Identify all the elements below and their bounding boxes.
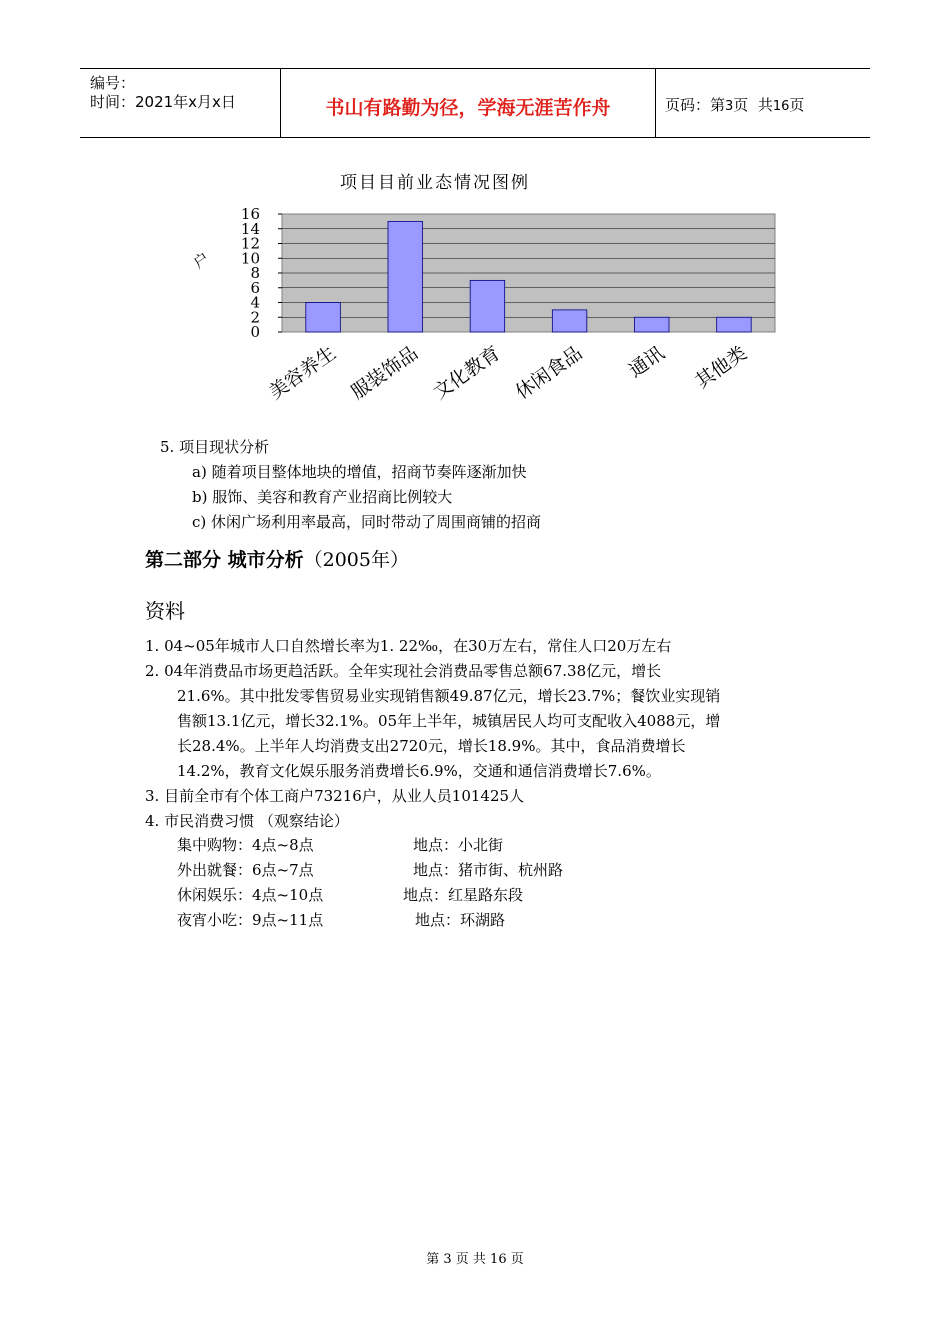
list-item-3: 3. 目前全市有个体工商户73216户，从业人员101425人 (145, 787, 525, 805)
bar (388, 221, 423, 332)
chart-title: 项目目前业态情况图例 (340, 173, 530, 193)
bar (717, 317, 752, 332)
page-number: 3 (725, 99, 734, 114)
page-footer: 第 3 页 共 16 页 (426, 1252, 524, 1267)
y-tick-label: 6 (250, 278, 260, 297)
habit-place: 地点：红星路东段 (403, 886, 524, 904)
section-5-title: 5. 项目现状分析 (160, 438, 270, 456)
bar (634, 317, 669, 332)
motto: 书山有路勤为径，学海无涯苦作舟 (325, 97, 611, 119)
material-heading: 资料 (145, 599, 185, 623)
x-tick-label: 美容养生 (265, 342, 340, 404)
header-page-cell (655, 69, 870, 137)
x-tick-label: 休闲食品 (511, 342, 587, 404)
x-tick-label: 服装饰品 (347, 342, 423, 404)
page-indicator (665, 94, 804, 115)
x-tick-label: 文化教育 (429, 342, 505, 404)
page-header (80, 68, 870, 138)
code-label: 编号： (90, 74, 136, 92)
part-2-year: （2005年） (303, 549, 409, 571)
habit-time: 集中购物：4点~8点 (177, 836, 314, 854)
habit-time: 外出就餐：6点~7点 (177, 861, 314, 879)
y-axis-label: 户 (189, 248, 213, 273)
y-tick-label: 10 (240, 249, 260, 268)
list-item-2-line-5: 14.2%，教育文化娱乐服务消费增长6.9%，交通和通信消费增长7.6%。 (177, 762, 661, 780)
list-item-2-line-4: 长28.4%。上半年人均消费支出2720元，增长18.9%。其中，食品消费增长 (177, 737, 686, 755)
y-tick-label: 4 (250, 293, 260, 312)
header-motto-cell (280, 69, 656, 137)
y-tick-label: 14 (240, 219, 260, 238)
bar (552, 310, 587, 332)
list-item-2-line-1: 2. 04年消费品市场更趋活跃。全年实现社会消费品零售总额67.38亿元，增长 (145, 662, 662, 680)
y-tick-label: 12 (240, 234, 260, 253)
list-item-2-line-2: 21.6%。其中批发零售贸易业实现销售额49.87亿元，增长23.7%；餐饮业实现销 (177, 687, 721, 705)
page-prefix: 页码：第 (665, 96, 726, 114)
habit-time: 夜宵小吃：9点~11点 (177, 911, 324, 929)
section-5-item-a: a) 随着项目整体地块的增值，招商节奏阵逐渐加快 (192, 463, 527, 481)
bar-chart (170, 195, 810, 420)
page-mid: 页 共 (733, 96, 773, 114)
y-tick-label: 16 (240, 205, 260, 223)
page-total: 16 (772, 99, 790, 114)
habit-place: 地点：小北街 (413, 836, 504, 854)
part-2-heading (145, 545, 409, 572)
y-tick-label: 2 (250, 308, 260, 327)
list-item-1: 1. 04~05年城市人口自然增长率为1. 22‰，在30万左右，常住人口20万左右 (145, 637, 672, 655)
part-2-title: 第二部分 城市分析 (145, 549, 304, 571)
section-5-item-b: b) 服饰、美容和教育产业招商比例较大 (192, 488, 453, 506)
habit-place: 地点：环湖路 (415, 911, 506, 929)
y-tick-label: 0 (250, 323, 260, 341)
habit-time: 休闲娱乐：4点~10点 (177, 886, 324, 904)
y-tick-label: 8 (250, 264, 260, 282)
habit-place: 地点：猪市街、杭州路 (413, 861, 564, 879)
x-tick-label: 通讯 (624, 342, 669, 382)
time-label: 时间：2021年x月x日 (90, 93, 236, 111)
header-meta (80, 69, 280, 137)
list-item-2-line-3: 售额13.1亿元，增长32.1%。05年上半年，城镇居民人均可支配收入4088元，增 (177, 712, 721, 730)
x-tick-label: 其他类 (691, 342, 751, 393)
page-suffix: 页 (789, 96, 805, 114)
bar (470, 280, 505, 332)
list-item-4: 4. 市民消费习惯 （观察结论） (145, 812, 349, 830)
bar (306, 303, 341, 333)
section-5-item-c: c) 休闲广场利用率最高，同时带动了周围商铺的招商 (192, 513, 542, 531)
